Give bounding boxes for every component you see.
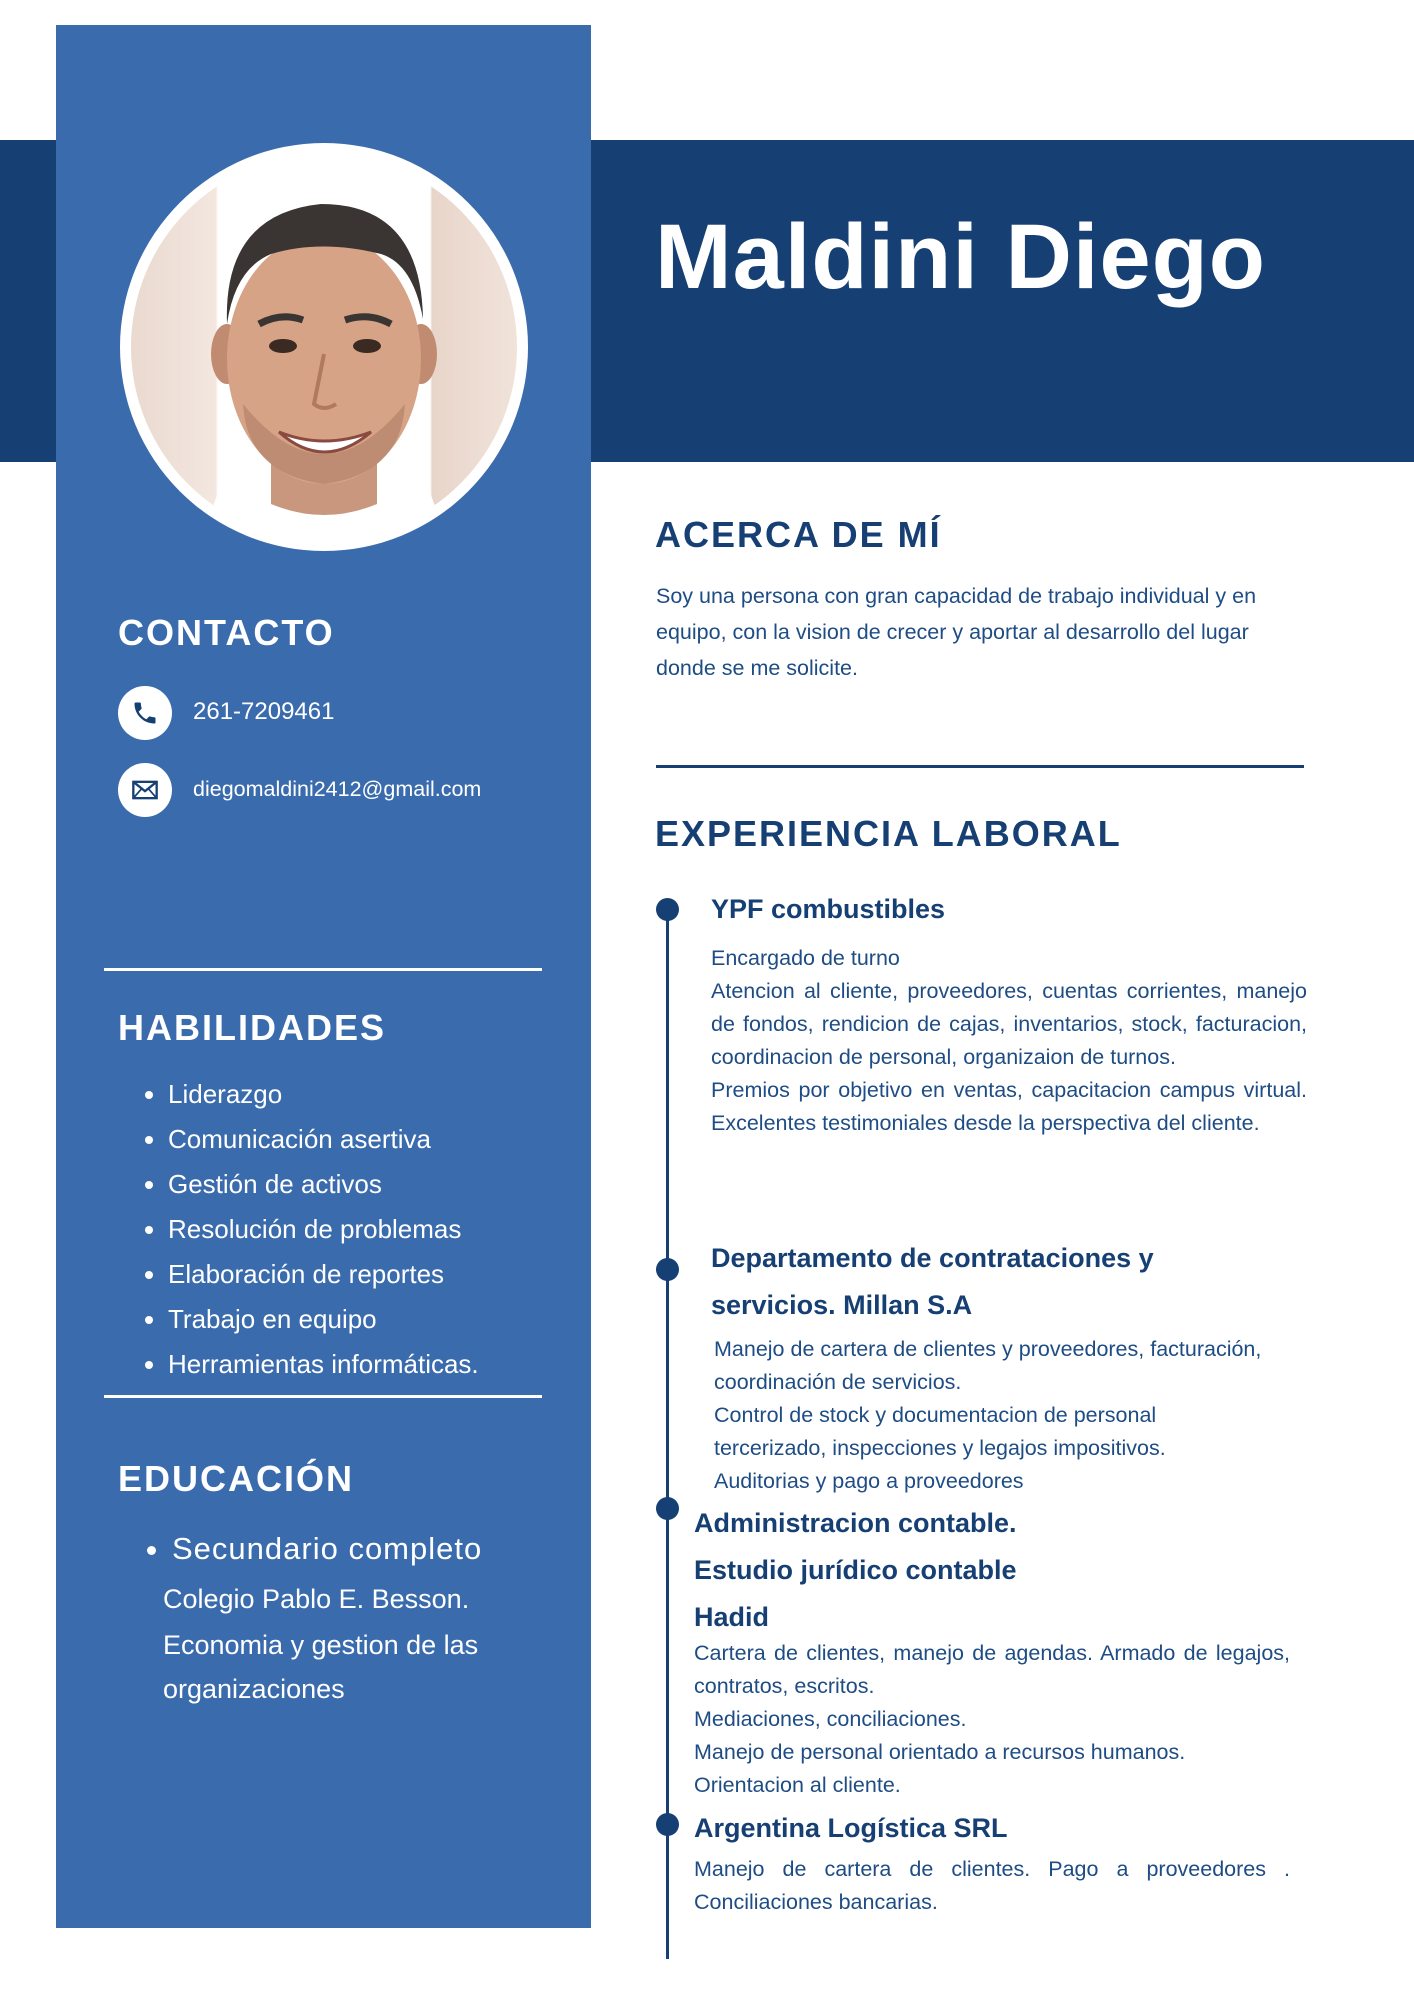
skill-item: • Trabajo en equipo bbox=[168, 1297, 568, 1342]
phone-number[interactable]: 261-7209461 bbox=[193, 698, 335, 725]
skill-item: • Elaboración de reportes bbox=[168, 1252, 568, 1297]
skill-item: • Resolución de problemas bbox=[168, 1207, 568, 1252]
job-description bbox=[694, 1853, 1290, 1919]
job-title bbox=[694, 1805, 1008, 1852]
skill-item: • Comunicación asertiva bbox=[168, 1117, 568, 1162]
job-paragraph: Orientacion al cliente. bbox=[694, 1773, 901, 1797]
job-paragraph: Auditorias y pago a proveedores bbox=[714, 1469, 1024, 1493]
job-title-line: YPF combustibles bbox=[711, 894, 946, 924]
timeline-dot bbox=[656, 1813, 679, 1836]
education-school: Colegio Pablo E. Besson. bbox=[163, 1584, 470, 1614]
job-paragraph: Manejo de personal orientado a recursos humanos. bbox=[694, 1740, 1186, 1764]
job-paragraph: Control de stock y documentacion de personal tercerizado, inspecciones y legajos impositivos. bbox=[714, 1403, 1166, 1460]
timeline-dot bbox=[656, 1497, 679, 1520]
job-paragraph: Manejo de cartera de clientes. Pago a proveedores . Conciliaciones bancarias. bbox=[694, 1857, 1290, 1914]
education-orientation: Economia y gestion de las bbox=[163, 1630, 479, 1660]
contact-heading: CONTACTO bbox=[118, 612, 335, 653]
job-paragraph: Encargado de turno bbox=[711, 946, 900, 970]
job-title bbox=[711, 1235, 1154, 1329]
sidebar-divider bbox=[104, 1395, 542, 1398]
job-description bbox=[714, 1333, 1274, 1498]
about-text: Soy una persona con gran capacidad de trabajo individual y en equipo, con la vision de crecer y aportar al desarrollo del lugar donde se me solicite. bbox=[656, 584, 1257, 680]
education-heading: EDUCACIÓN bbox=[118, 1458, 355, 1499]
profile-photo bbox=[131, 154, 517, 540]
section-divider bbox=[656, 765, 1304, 768]
candidate-name: Maldini Diego bbox=[655, 206, 1266, 308]
job-title-line: Departamento de contrataciones y bbox=[711, 1243, 1154, 1273]
skills-list bbox=[138, 1072, 568, 1387]
timeline-dot bbox=[656, 1258, 679, 1281]
timeline-line bbox=[666, 906, 669, 1959]
job-title bbox=[694, 1500, 1017, 1641]
experience-heading: EXPERIENCIA LABORAL bbox=[655, 813, 1122, 854]
skill-item: • Liderazgo bbox=[168, 1072, 568, 1117]
about-heading: ACERCA DE MÍ bbox=[655, 514, 942, 555]
job-title-line: Administracion contable. bbox=[694, 1508, 1017, 1538]
job-title-line: Hadid bbox=[694, 1602, 770, 1632]
phone-icon bbox=[118, 686, 172, 740]
job-paragraph: Mediaciones, conciliaciones. bbox=[694, 1707, 967, 1731]
job-paragraph: Manejo de cartera de clientes y proveedores, facturación, coordinación de servicios. bbox=[714, 1337, 1262, 1394]
sidebar-divider bbox=[104, 968, 542, 971]
job-title-line: Argentina Logística SRL bbox=[694, 1813, 1008, 1843]
education-list bbox=[142, 1525, 482, 1573]
job-title-line: Estudio jurídico contable bbox=[694, 1555, 1017, 1585]
job-title bbox=[711, 886, 945, 933]
job-paragraph: Cartera de clientes, manejo de agendas. Armado de legajos, contratos, escritos. bbox=[694, 1641, 1290, 1698]
job-description bbox=[711, 942, 1307, 1140]
skills-heading: HABILIDADES bbox=[118, 1007, 387, 1048]
education-orientation: organizaciones bbox=[163, 1674, 345, 1704]
timeline-dot bbox=[656, 898, 679, 921]
job-title-line: servicios. Millan S.A bbox=[711, 1290, 973, 1320]
job-paragraph: Atencion al cliente, proveedores, cuentas corrientes, manejo de fondos, rendicion de cajas, inventarios, stock, facturacion, coordinacion de personal, organizaion de turnos. bbox=[711, 979, 1307, 1069]
skill-item: • Gestión de activos bbox=[168, 1162, 568, 1207]
education-degree: • Secundario completo bbox=[172, 1525, 482, 1573]
email-address[interactable]: diegomaldini2412@gmail.com bbox=[193, 777, 482, 801]
skill-item: • Herramientas informáticas. bbox=[168, 1342, 568, 1387]
envelope-icon bbox=[118, 763, 172, 817]
job-paragraph: Premios por objetivo en ventas, capacitacion campus virtual. Excelentes testimoniales desde la perspectiva del cliente. bbox=[711, 1078, 1307, 1135]
job-description bbox=[694, 1637, 1290, 1802]
